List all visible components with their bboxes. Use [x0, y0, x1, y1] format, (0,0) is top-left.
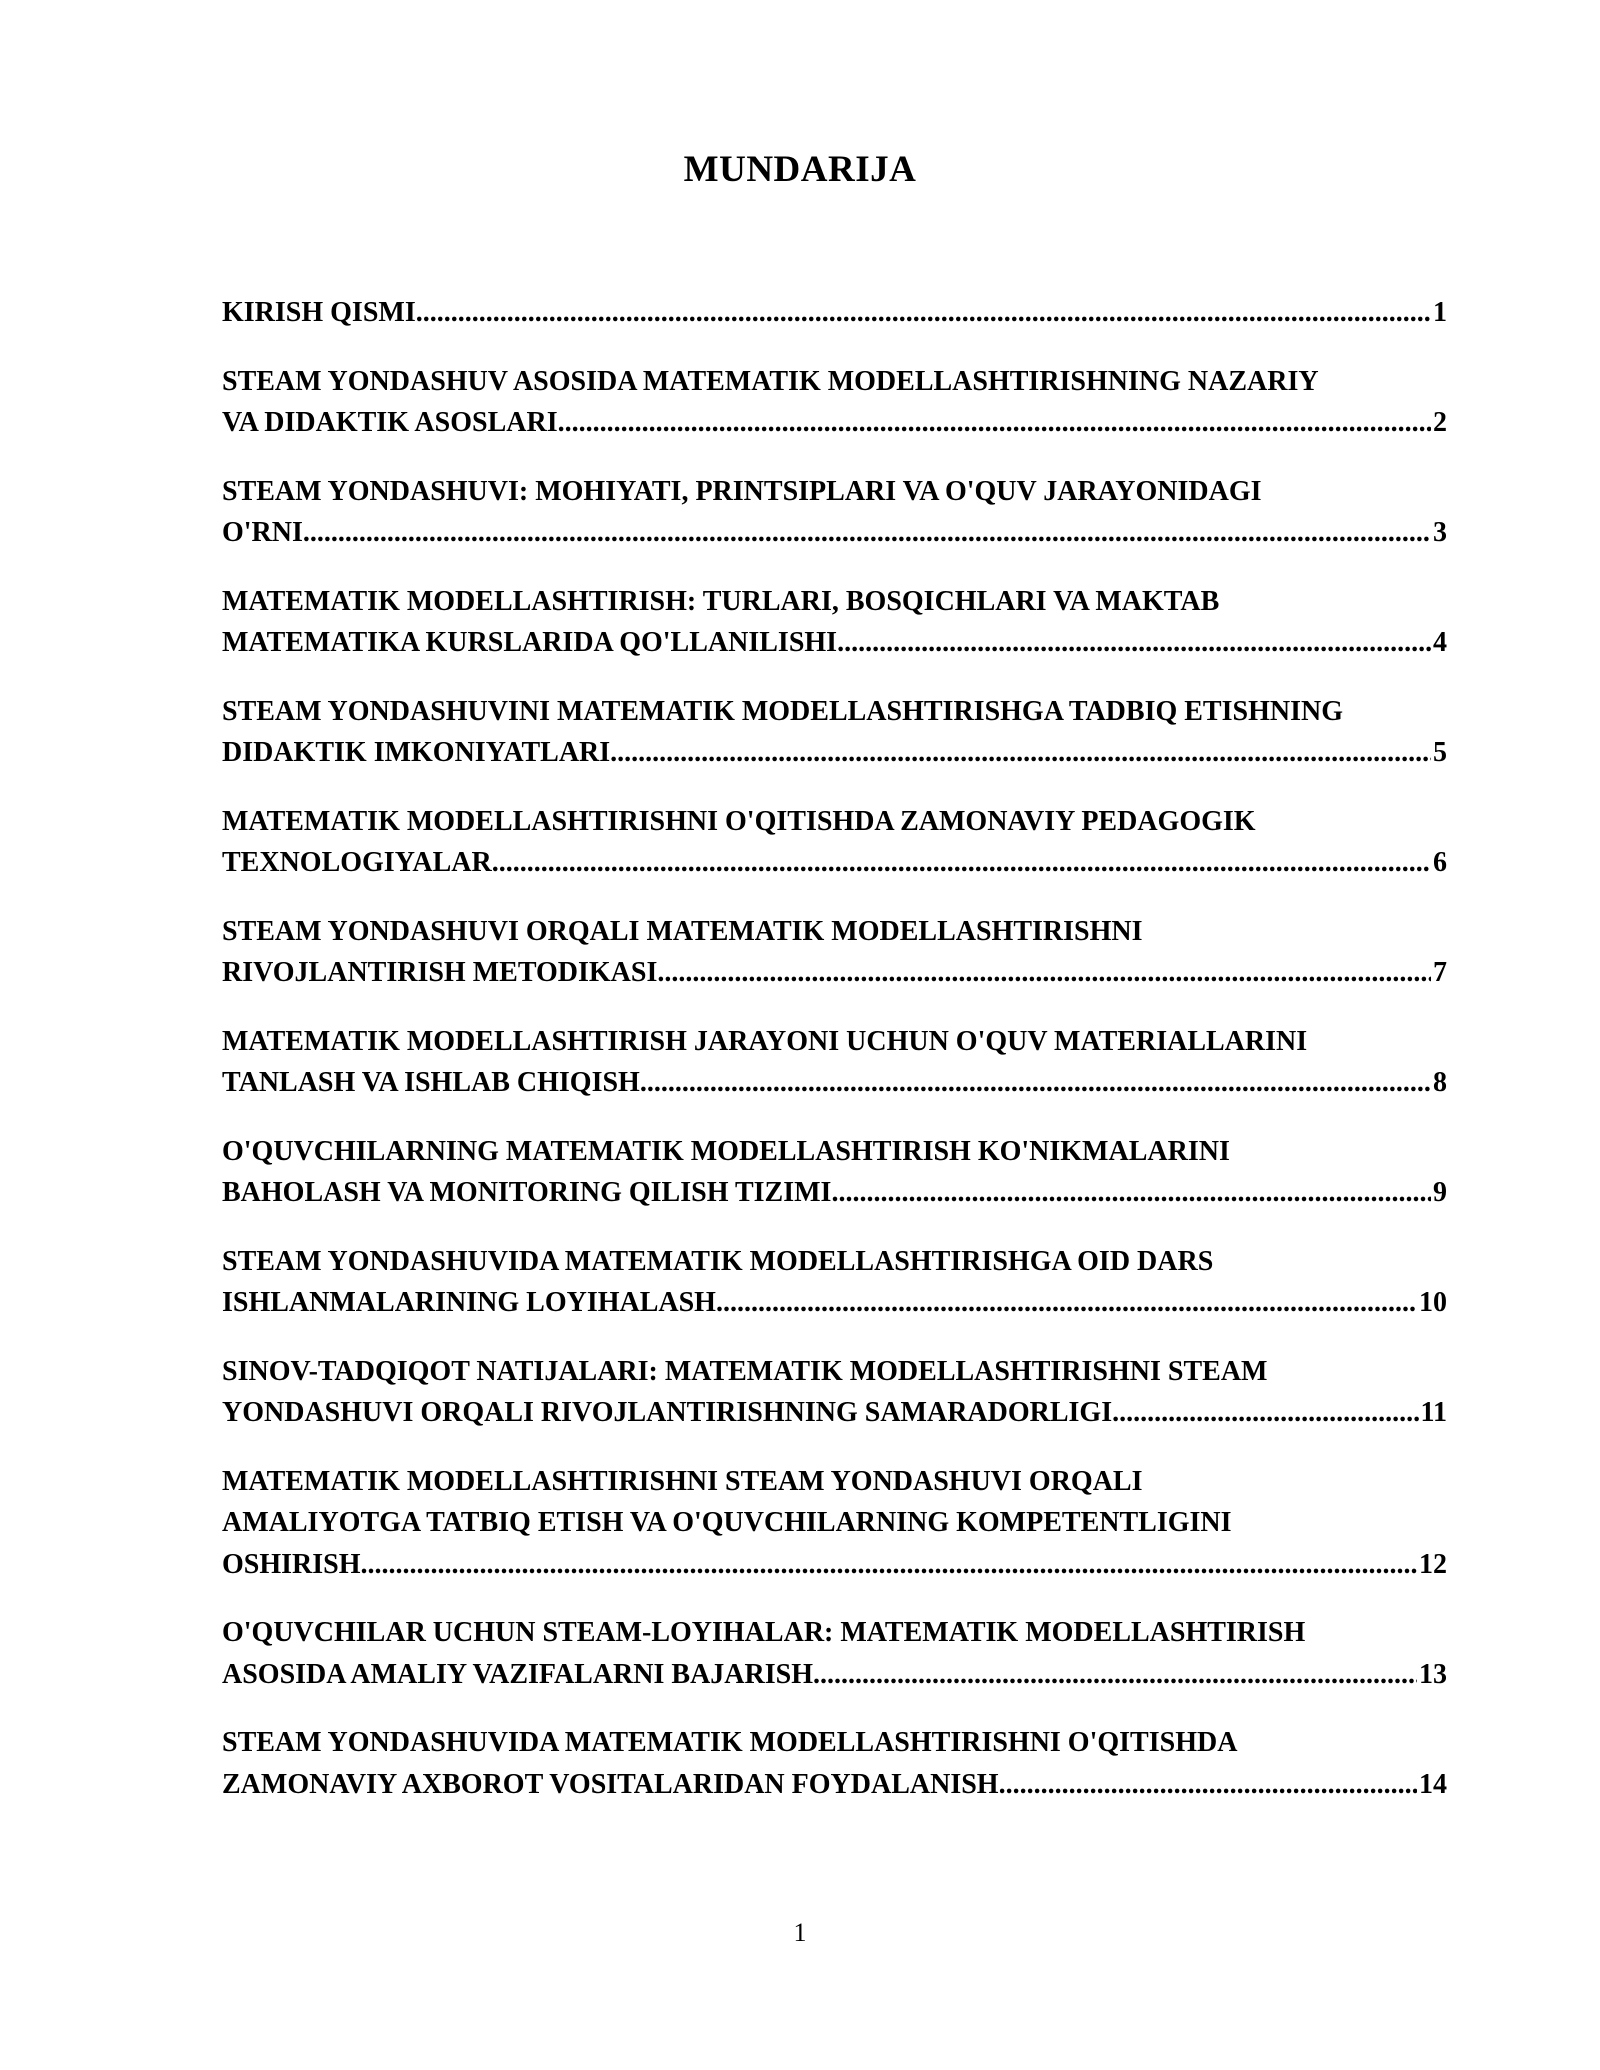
toc-entry-page-number: 3	[1433, 517, 1447, 548]
page-title: MUNDARIJA	[683, 149, 917, 190]
dot-leader	[657, 952, 1431, 994]
dot-leader	[640, 1062, 1431, 1104]
toc-entry-leader-line	[222, 1062, 1447, 1104]
table-of-contents	[222, 292, 1447, 1832]
toc-entry-title-line: TANLASH VA ISHLAB CHIQISH	[222, 1067, 640, 1098]
toc-entry-page-number: 7	[1433, 957, 1447, 988]
toc-entry-title-line: STEAM YONDASHUVI ORQALI MATEMATIK MODELLASHTIRISHNI	[222, 915, 1143, 947]
toc-entry-page-number: 14	[1419, 1768, 1447, 1800]
toc-entry-page-number: 4	[1433, 627, 1447, 658]
dot-leader	[558, 402, 1431, 444]
toc-entry[interactable]	[222, 1021, 1447, 1104]
toc-entry[interactable]	[222, 801, 1447, 884]
toc-entry[interactable]	[222, 691, 1447, 774]
toc-entry-title-line: MATEMATIK MODELLASHTIRISH JARAYONI UCHUN O'QUV MATERIALLARINI	[222, 1025, 1308, 1057]
toc-entry-page-number: 8	[1433, 1067, 1447, 1098]
toc-entry-leader-line	[222, 842, 1447, 884]
toc-entry-leader-line	[222, 1764, 1447, 1806]
toc-entry[interactable]	[222, 911, 1447, 994]
dot-leader	[716, 1282, 1417, 1324]
toc-entry-title-line: MATEMATIK MODELLASHTIRISHNI O'QITISHDA ZAMONAVIY PEDAGOGIK	[222, 805, 1256, 837]
toc-entry-title-line: O'QUVCHILAR UCHUN STEAM-LOYIHALAR: MATEMATIK MODELLASHTIRISH	[222, 1617, 1306, 1648]
dot-leader	[361, 1544, 1418, 1586]
toc-entry-page-number: 1	[1433, 297, 1447, 328]
toc-entry-leader-line	[222, 1544, 1447, 1586]
toc-entry[interactable]	[222, 1461, 1447, 1586]
dot-leader	[610, 732, 1431, 774]
toc-entry-title-line: RIVOJLANTIRISH METODIKASI	[222, 957, 658, 988]
toc-entry-page-number: 6	[1433, 847, 1447, 878]
toc-entry[interactable]	[222, 1612, 1447, 1695]
toc-entry-leader-line	[222, 732, 1447, 774]
toc-entry-leader-line	[222, 622, 1447, 664]
toc-entry-leader-line	[222, 512, 1447, 554]
toc-entry-title-line: MATEMATIKA KURSLARIDA QO'LLANILISHI	[222, 627, 838, 658]
dot-leader	[303, 512, 1431, 554]
toc-entry-title-line: DIDAKTIK IMKONIYATLARI	[222, 737, 611, 768]
toc-entry-title-line: STEAM YONDASHUVIDA MATEMATIK MODELLASHTIRISHGA OID DARS	[222, 1245, 1214, 1277]
toc-entry-title-line: YONDASHUVI ORQALI RIVOJLANTIRISHNING SAMARADORLIGI	[222, 1397, 1113, 1428]
toc-entry-title-line: STEAM YONDASHUVI: MOHIYATI, PRINTSIPLARI VA O'QUV JARAYONIDAGI	[222, 475, 1262, 507]
dot-leader	[837, 622, 1431, 664]
toc-entry-page-number: 12	[1419, 1548, 1447, 1580]
toc-entry[interactable]	[222, 1722, 1447, 1805]
toc-entry-title-line: MATEMATIK MODELLASHTIRISHNI STEAM YONDASHUVI ORQALI	[222, 1465, 1143, 1497]
page-number: 1	[793, 1918, 807, 1947]
toc-entry-title-line: BAHOLASH VA MONITORING QILISH TIZIMI	[222, 1177, 832, 1208]
toc-entry[interactable]	[222, 1241, 1447, 1324]
toc-entry-title-line: SINOV-TADQIQOT NATIJALARI: MATEMATIK MODELLASHTIRISHNI STEAM	[222, 1355, 1268, 1387]
dot-leader	[1112, 1392, 1418, 1434]
toc-entry-leader-line	[222, 1654, 1447, 1696]
toc-entry-leader-line	[222, 402, 1447, 444]
toc-entry[interactable]	[222, 1351, 1447, 1434]
toc-entry-title-line: OSHIRISH	[222, 1548, 361, 1580]
toc-entry-title-line: MATEMATIK MODELLASHTIRISH: TURLARI, BOSQICHLARI VA MAKTAB	[222, 585, 1220, 617]
toc-entry-title-line: STEAM YONDASHUVINI MATEMATIK MODELLASHTIRISHGA TADBIQ ETISHNING	[222, 695, 1343, 727]
toc-entry[interactable]	[222, 292, 1447, 334]
toc-entry-title-line: VA DIDAKTIK ASOSLARI	[222, 407, 558, 438]
toc-entry[interactable]	[222, 581, 1447, 664]
toc-entry-title-line: STEAM YONDASHUVIDA MATEMATIK MODELLASHTIRISHNI O'QITISHDA	[222, 1727, 1238, 1758]
toc-entry-title-line: AMALIYOTGA TATBIQ ETISH VA O'QUVCHILARNING KOMPETENTLIGINI	[222, 1507, 1232, 1538]
toc-entry-page-number: 5	[1433, 737, 1447, 768]
dot-leader	[831, 1172, 1431, 1214]
toc-entry-page-number: 11	[1420, 1397, 1447, 1428]
dot-leader	[813, 1654, 1417, 1696]
toc-entry-page-number: 13	[1419, 1658, 1447, 1690]
dot-leader	[416, 292, 1431, 334]
toc-entry-page-number: 2	[1433, 407, 1447, 438]
toc-entry-title-line: STEAM YONDASHUV ASOSIDA MATEMATIK MODELLASHTIRISHNING NAZARIY	[222, 365, 1319, 397]
toc-entry-title-line: ZAMONAVIY AXBOROT VOSITALARIDAN FOYDALANISH	[222, 1768, 999, 1800]
toc-entry-title-line: ASOSIDA AMALIY VAZIFALARNI BAJARISH	[222, 1658, 813, 1690]
dot-leader	[999, 1764, 1417, 1806]
dot-leader	[492, 842, 1431, 884]
toc-entry-title-line: TEXNOLOGIYALAR	[222, 847, 492, 878]
toc-entry-page-number: 10	[1419, 1287, 1447, 1318]
toc-entry-leader-line	[222, 1392, 1447, 1434]
toc-entry-page-number: 9	[1433, 1177, 1447, 1208]
toc-entry[interactable]	[222, 471, 1447, 554]
toc-entry-title-line: O'QUVCHILARNING MATEMATIK MODELLASHTIRISH KO'NIKMALARINI	[222, 1135, 1230, 1167]
toc-entry[interactable]	[222, 1131, 1447, 1214]
toc-entry-title-line: O'RNI	[222, 517, 303, 548]
toc-entry[interactable]	[222, 361, 1447, 444]
toc-entry-leader-line	[222, 1172, 1447, 1214]
toc-entry-leader-line	[222, 292, 1447, 334]
toc-entry-title-line: KIRISH QISMI	[222, 297, 416, 328]
toc-entry-leader-line	[222, 1282, 1447, 1324]
toc-entry-leader-line	[222, 952, 1447, 994]
toc-entry-title-line: ISHLANMALARINING LOYIHALASH	[222, 1287, 716, 1318]
